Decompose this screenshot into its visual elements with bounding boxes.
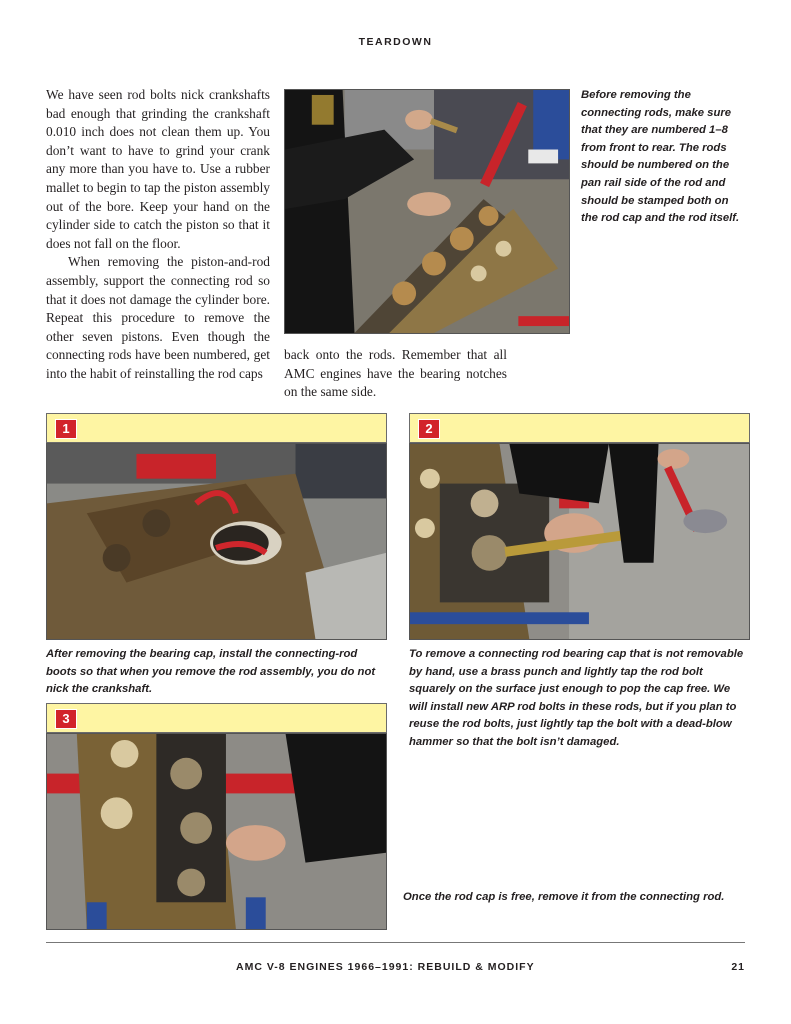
figure-2-photo xyxy=(409,443,750,640)
body-paragraph-2: When removing the piston-and-rod assembly, support the connecting rod so that it does not damage the cylinder bore. Repeat this procedure to remove the other seven pistons. Even though the connecting rods have been numbered, get into the habit of reinstalling the rod caps xyxy=(46,254,270,381)
photo-top-crankshaft xyxy=(284,89,570,334)
figure-3-number: 3 xyxy=(55,709,77,729)
figure-3-caption: Once the rod cap is free, remove it from the connecting rod. xyxy=(403,891,725,903)
figure-2-tag-bar xyxy=(409,413,750,443)
figure-1-caption: After removing the bearing cap, install the connecting-rod boots so that when you remove the rod assembly, you do not nick the crankshaft. xyxy=(46,648,376,696)
figure-3-photo xyxy=(46,733,387,930)
body-paragraph-1: We have seen rod bolts nick crankshafts bad enough that grinding the crankshaft 0.010 inch does not clean them up. You don’t want to have to grind your crank any more than you have to. Use a rubber mallet to begin to tap the piston assembly out of the bore. Keep your hand on the cylinder side to catch the piston so that it does not fall on the floor. xyxy=(46,87,270,251)
figure-3-tag-bar xyxy=(46,703,387,733)
figure-1-number: 1 xyxy=(55,419,77,439)
body-column-1 xyxy=(46,86,270,384)
figure-2-caption: To remove a connecting rod bearing cap that is not removable by hand, use a brass punch and lightly tap the rod bolt squarely on the surface just enough to pop the cap free. We will install new ARP rod bolts in these rods, but if you plan to reuse the rod bolts, just lightly tap the bolt with a dead-blow hammer so that the bolt isn’t damaged. xyxy=(409,648,744,748)
figure-2-number: 2 xyxy=(418,419,440,439)
figure-1-tag-bar xyxy=(46,413,387,443)
running-header: TEARDOWN xyxy=(358,36,433,48)
figure-1-photo xyxy=(46,443,387,640)
body-column-2 xyxy=(284,346,507,402)
footer-page-number: 21 xyxy=(731,961,745,973)
footer-book-title: AMC V-8 ENGINES 1966–1991: REBUILD & MODIFY xyxy=(236,961,535,973)
footer-rule xyxy=(46,942,745,943)
caption-top-photo: Before removing the connecting rods, make sure that they are numbered 1–8 from front to rear. The rods should be numbered on the pan rail side of the rod and should be stamped both on the rod cap and the rod itself. xyxy=(581,89,740,225)
body-paragraph-continuation: back onto the rods. Remember that all AMC engines have the bearing notches on the same side. xyxy=(284,347,507,400)
